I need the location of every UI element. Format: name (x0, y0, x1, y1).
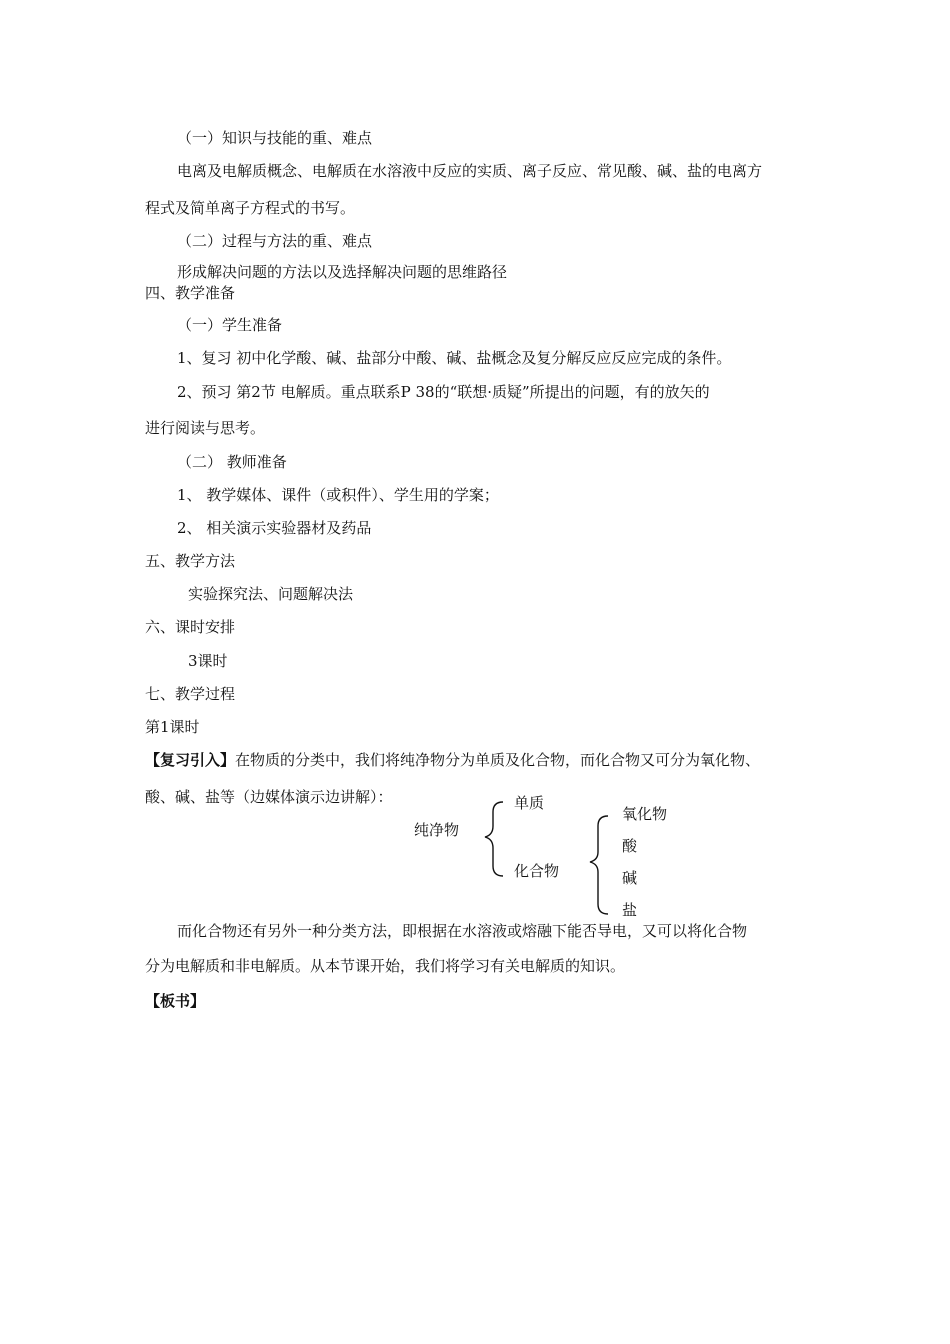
section-heading: （一）学生准备 (177, 316, 283, 334)
paragraph-line: 实验探究法、问题解决法 (188, 585, 354, 603)
section-heading: （二）过程与方法的重、难点 (177, 232, 373, 250)
section-heading: （二） 教师准备 (177, 453, 287, 471)
tree-leaf: 碱 (622, 869, 638, 887)
tree-root: 纯净物 (414, 821, 460, 839)
tree-leaf: 酸 (622, 837, 638, 855)
brace-right (590, 816, 608, 914)
tree-leaf: 氧化物 (622, 805, 668, 823)
paragraph-line (145, 750, 760, 770)
paragraph-line: 而化合物还有另外一种分类方法，即根据在水溶液或熔融下能否导电，又可以将化合物 (177, 922, 748, 940)
chapter-heading: 四、教学准备 (145, 284, 236, 302)
list-item: 1、复习 初中化学酸、碱、盐部分中酸、碱、盐概念及复分解反应反应完成的条件。 (177, 349, 732, 367)
section-heading: （一）知识与技能的重、难点 (177, 129, 373, 147)
board-tag: 【板书】 (145, 992, 206, 1010)
paragraph-line: 电离及电解质概念、电解质在水溶液中反应的实质、离子反应、常见酸、碱、盐的电离方 (177, 162, 763, 180)
review-text: 在物质的分类中，我们将纯净物分为单质及化合物，而化合物又可分为氧化物、 (235, 751, 761, 769)
tree-leaf: 盐 (622, 901, 638, 919)
list-item: 2、预习 第2节 电解质。重点联系P 38的“联想·质疑”所提出的问题，有的放矢的 (177, 383, 710, 401)
chapter-heading: 六、课时安排 (145, 618, 236, 636)
lesson-label: 第1课时 (145, 718, 200, 736)
paragraph-line: 形成解决问题的方法以及选择解决问题的思维路径 (177, 263, 508, 281)
tree-branch: 单质 (514, 794, 545, 812)
list-item: 2、 相关演示实验器材及药品 (177, 519, 372, 537)
review-tag: 【复习引入】 (145, 751, 236, 769)
paragraph-line: 程式及简单离子方程式的书写。 (145, 199, 356, 217)
chapter-heading: 五、教学方法 (145, 552, 236, 570)
paragraph-line: 进行阅读与思考。 (145, 419, 266, 437)
paragraph-line: 酸、碱、盐等（边媒体演示边讲解）： (145, 788, 393, 806)
paragraph-line: 3课时 (188, 652, 228, 670)
paragraph-line: 分为电解质和非电解质。从本节课开始，我们将学习有关电解质的知识。 (145, 957, 626, 975)
brace-left (485, 802, 503, 876)
chapter-heading: 七、教学过程 (145, 685, 236, 703)
tree-branch: 化合物 (514, 862, 560, 880)
list-item: 1、 教学媒体、课件（或积件）、学生用的学案； (177, 486, 499, 504)
